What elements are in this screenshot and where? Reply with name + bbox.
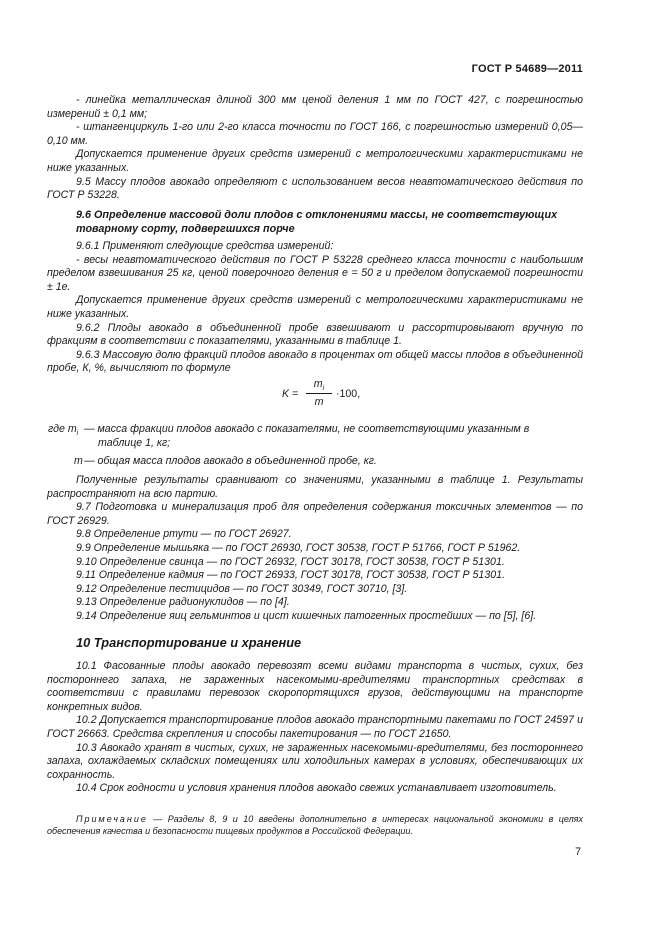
subsection-heading-9-6: 9.6 Определение массовой доли плодов с отклонениями массы, не соответствующих товарному сорту, подвергшихся порче	[76, 209, 558, 235]
paragraph: 9.6.1 Применяют следующие средства измерений:	[76, 240, 334, 252]
numerator-subscript: i	[322, 385, 325, 393]
paragraph: 9.10 Определение свинца — по ГОСТ 26932, ГОСТ 30178, ГОСТ 30538, ГОСТ Р 51301.	[76, 555, 505, 568]
paragraph: - линейка металлическая длиной 300 мм ценой деления 1 мм по ГОСТ 427, с погрешностью измерений ± 0,1 мм;	[47, 94, 583, 120]
paragraph: 10.4 Срок годности и условия хранения плодов авокадо свежих устанавливает изготовитель.	[76, 782, 557, 795]
m-symbol: m	[74, 455, 83, 467]
paragraph: 10.2 Допускается транспортирование плодов авокадо транспортными пакетами по ГОСТ 24597 и ГОСТ 26663. Средства скрепления и способы пакетирования — по ГОСТ 21650.	[47, 714, 583, 740]
fraction-bar	[306, 393, 332, 394]
numerator-symbol: m	[313, 378, 323, 390]
note-label: Примечание	[76, 814, 148, 824]
mi-description-line-2: таблице 1, кг;	[98, 437, 171, 449]
paragraph: - весы неавтоматического действия по ГОСТ Р 53228 среднего класса точности с наибольшим пределом взвешивания 25 кг, ценой поверочного деления е = 50 г и пределом допускаемой погрешности ± 1е.	[47, 253, 583, 293]
section-heading-10: 10 Транспортирование и хранение	[76, 635, 302, 650]
mi-subscript: i	[76, 430, 79, 438]
paragraph: 9.6.3 Массовую долю фракций плодов авокадо в процентах от общей массы плодов в объединенной пробе, К, %, вычисляют по формуле	[47, 348, 583, 375]
paragraph: 9.12 Определение пестицидов — по ГОСТ 30349, ГОСТ 30710, [3].	[76, 582, 408, 595]
paragraph: 9.8 Определение ртути — по ГОСТ 26927.	[76, 528, 292, 541]
analysis-methods-block	[47, 474, 583, 624]
mass-fraction-formula	[272, 378, 392, 412]
formula-numerator	[306, 378, 332, 391]
where-word: где	[48, 423, 65, 435]
paragraph: 10.3 Авокадо хранят в чистых, сухих, не зараженных насекомыми-вредителями, без постороннего запаха, охлаждаемых складских помещениях или холодильных камерах в условиях, обеспечивающих их сохранность.	[47, 741, 583, 781]
measurement-tools-block	[47, 94, 583, 203]
paragraph: 9.5 Массу плодов авокадо определяют с использованием весов неавтоматического действия по ГОСТ Р 53228.	[47, 175, 583, 202]
paragraph: Допускается применение других средств измерений с метрологическими характеристиками не ниже указанных.	[47, 148, 583, 174]
paragraph: 9.6.2 Плоды авокадо в объединенной пробе взвешивают и рассортировывают вручную по фракциям в соответствии с показателями, указанными в таблице 1.	[47, 321, 583, 348]
mass-fraction-block	[47, 240, 583, 376]
note-text: — Разделы 8, 9 и 10 введены дополнительно в интересах национальной экономики в целях обеспечения качества и безопасности пищевых продуктов в Российской Федерации.	[47, 814, 583, 837]
mi-symbol: m	[67, 423, 77, 435]
paragraph: Допускается применение других средств измерений с метрологическими характеристиками не ниже указанных.	[47, 294, 583, 320]
paragraph: 9.13 Определение радионуклидов — по [4].	[76, 596, 290, 609]
note-block	[47, 813, 583, 838]
paragraph: 9.11 Определение кадмия — по ГОСТ 26933, ГОСТ 30178, ГОСТ 30538, ГОСТ Р 51301.	[76, 569, 505, 582]
m-description: — общая масса плодов авокадо в объединенной пробе, кг.	[84, 455, 377, 467]
paragraph: 10.1 Фасованные плоды авокадо перевозят всеми видами транспорта в чистых, сухих, без постороннего запаха, не зараженных насекомыми-вредителями транспортных средствах в соответствии с правилами перевозок скоропортящихся грузов, действующими на транспорте конкретных видов.	[47, 660, 583, 713]
formula-denominator: m	[314, 396, 324, 408]
where-lead	[48, 423, 78, 441]
mi-description-line-1: — масса фракции плодов авокадо с показателями, не соответствующими указанным в	[84, 423, 530, 435]
paragraph: 9.9 Определение мышьяка — по ГОСТ 26930, ГОСТ 30538, ГОСТ Р 51766, ГОСТ Р 51962.	[76, 541, 521, 554]
page-number: 7	[575, 846, 581, 858]
formula-lhs: K =	[282, 388, 299, 400]
formula-fraction	[306, 378, 332, 408]
document-id-header: ГОСТ Р 54689—2011	[471, 63, 583, 75]
formula-rhs: ·100,	[336, 388, 361, 400]
paragraph: 9.14 Определение яиц гельминтов и цист кишечных патогенных простейших — по [5], [6].	[76, 609, 537, 622]
paragraph: Полученные результаты сравнивают со значениями, указанными в таблице 1. Результаты распространяют на всю партию.	[47, 474, 583, 500]
paragraph: - штангенциркуль 1-го или 2-го класса точности по ГОСТ 166, с погрешностью измерений 0,05—0,10 мм.	[47, 121, 583, 147]
paragraph: 9.7 Подготовка и минерализация проб для определения содержания токсичных элементов — по ГОСТ 26929.	[47, 501, 583, 527]
transport-storage-block	[47, 660, 583, 796]
